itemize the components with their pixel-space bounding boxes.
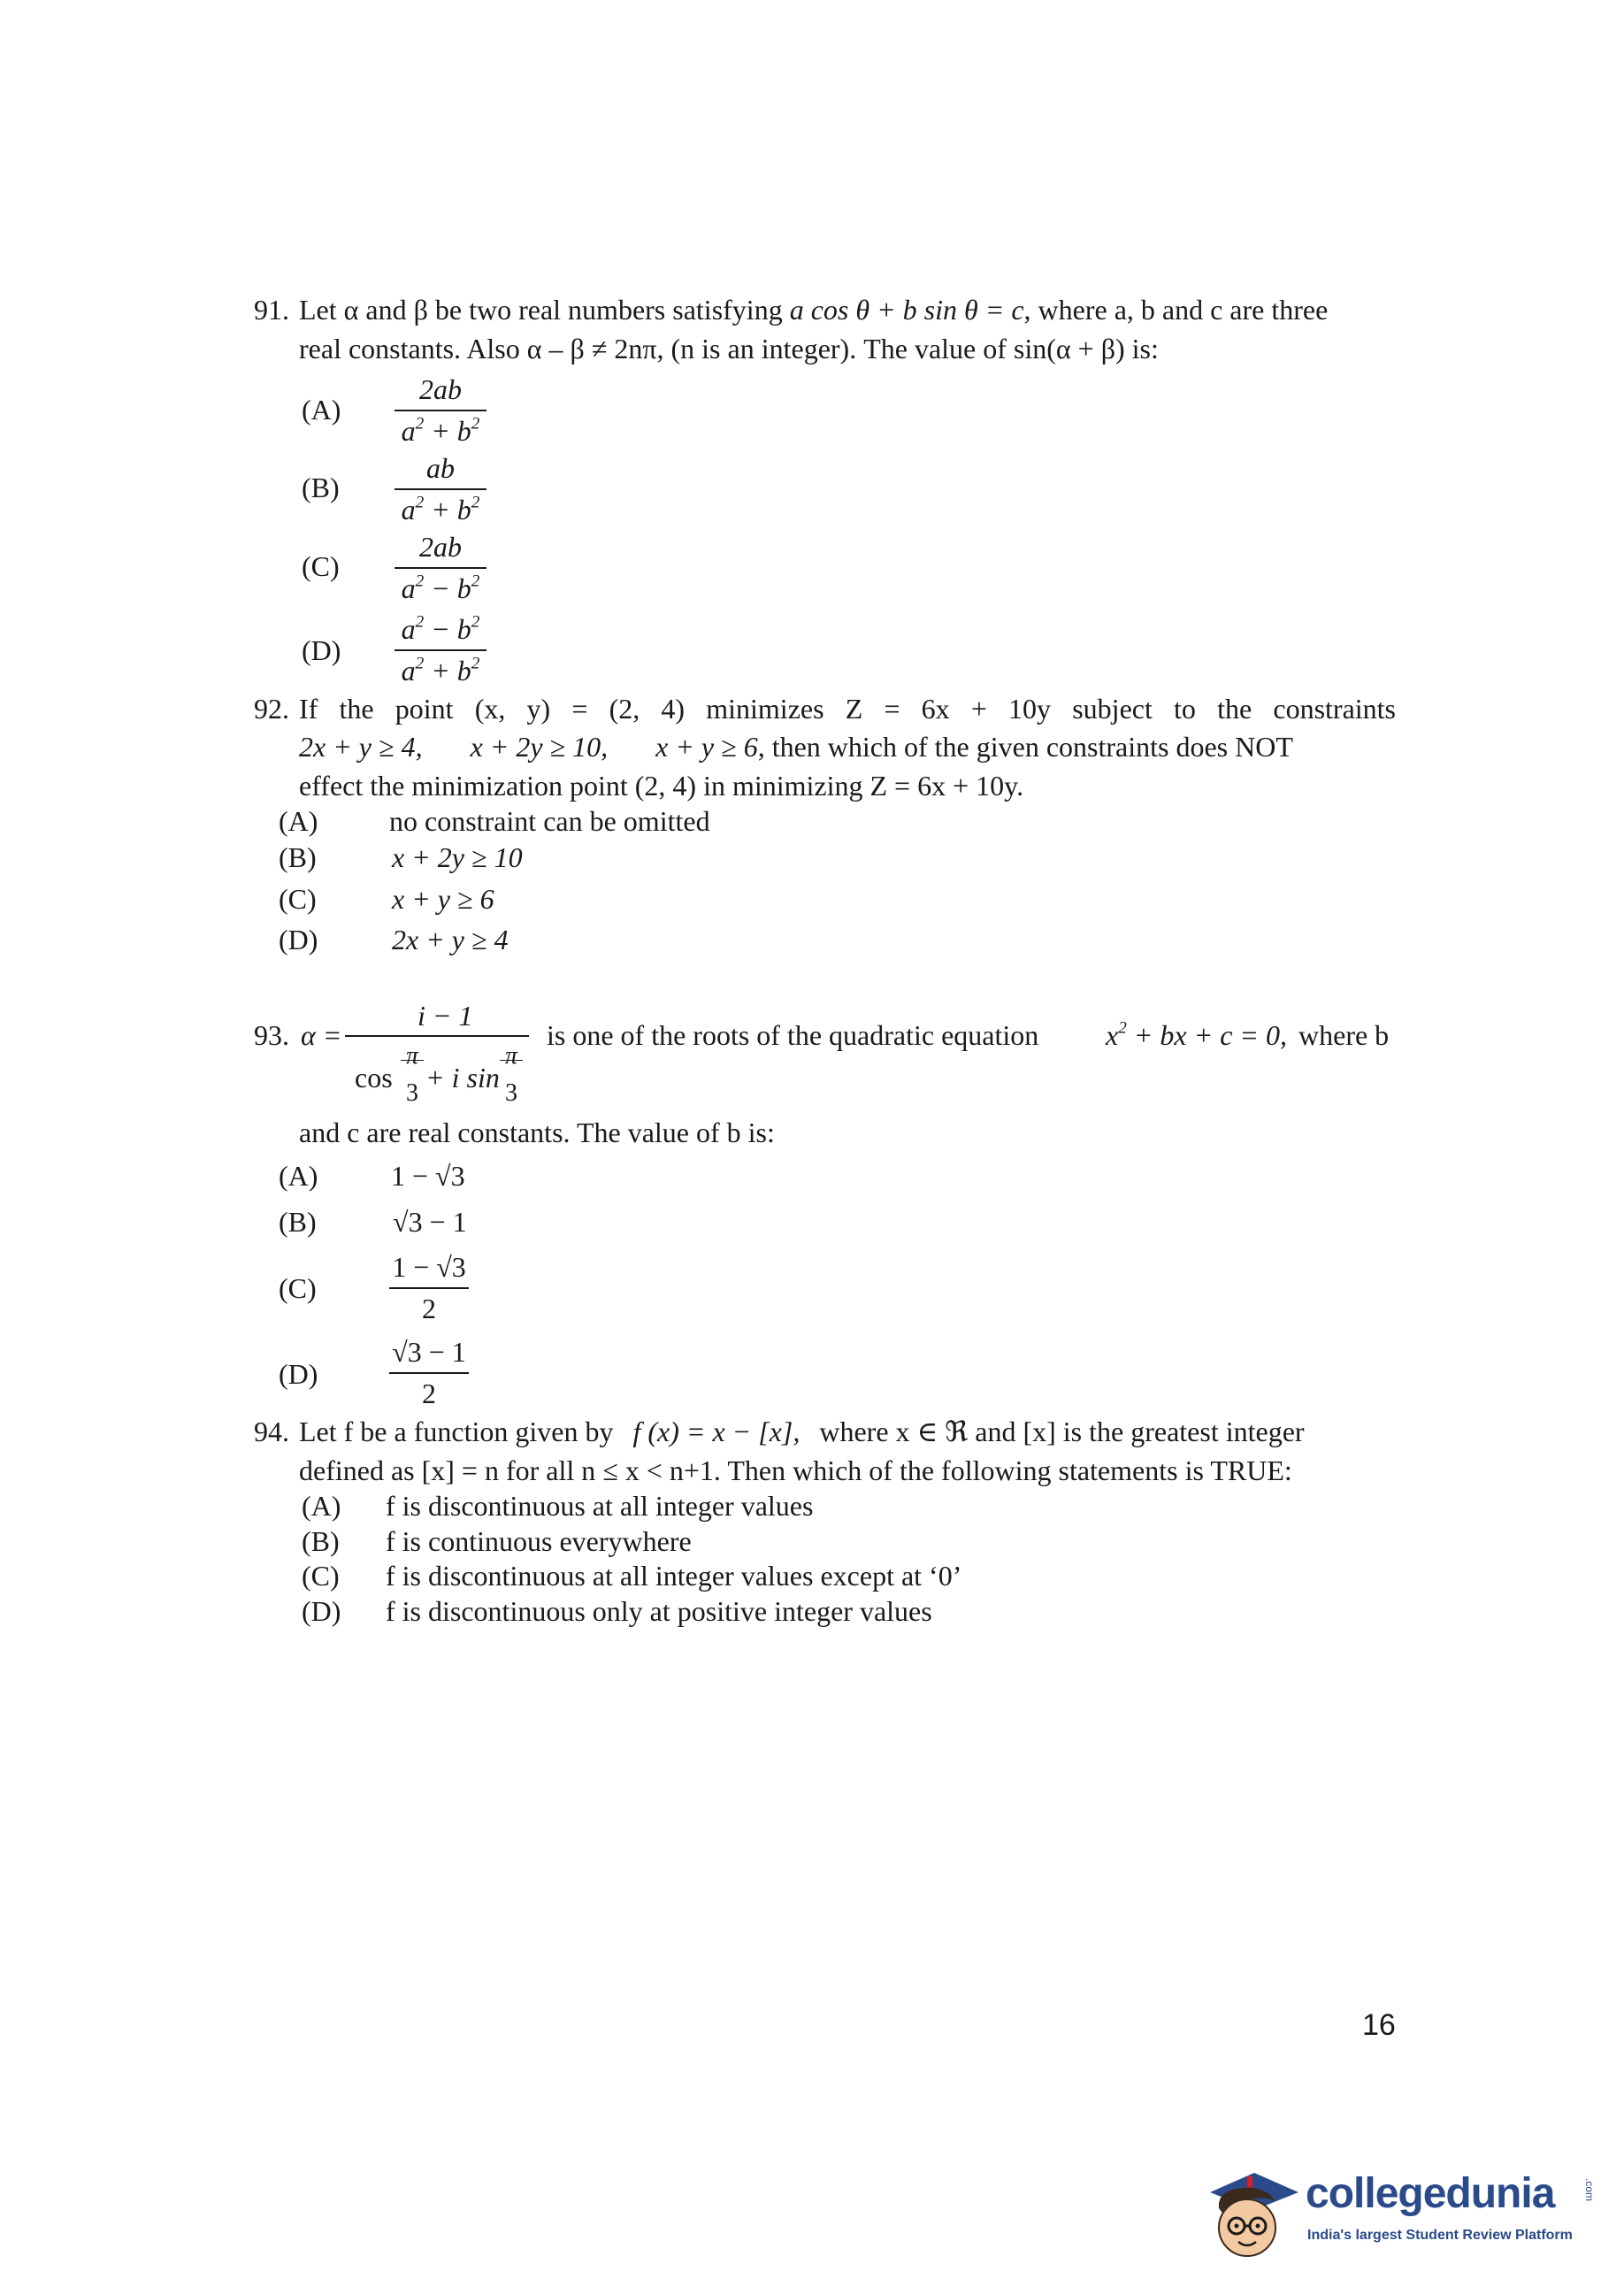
- brand-domain: .com: [1583, 2178, 1596, 2202]
- q93-alpha: α =: [301, 1019, 342, 1051]
- student-mascot-icon: [1201, 2166, 1307, 2263]
- q93-numerator: i − 1: [417, 1000, 473, 1032]
- q94-option-c-text: f is discontinuous at all integer values except at ‘0’: [386, 1560, 962, 1592]
- q93-number: 93.: [254, 1019, 289, 1051]
- q91-option-a-fraction: 2ab $a^2 + b^2$: [395, 373, 486, 448]
- q91-option-d-fraction: $a^2 - b^2$ $a^2 + b^2$: [395, 613, 486, 687]
- q91-option-c-fraction: 2ab $a^2 - b^2$: [395, 531, 486, 605]
- q94-line2: defined as [x] = n for all n ≤ x < n+1. Then which of the following statements is TRUE:: [299, 1454, 1292, 1486]
- collegedunia-logo: [1201, 2166, 1596, 2263]
- q94-option-c-label: (C): [302, 1560, 340, 1592]
- q94-option-d-text: f is discontinuous only at positive integer values: [386, 1595, 932, 1627]
- q94-function-definition: f (x) = x − [x],: [632, 1416, 801, 1447]
- q93-denominator: cos π 3 + i sin π 3: [355, 1044, 532, 1115]
- q93-line2: and c are real constants. The value of b is:: [299, 1116, 775, 1148]
- q92-option-a-text: no constraint can be omitted: [389, 805, 710, 837]
- q93-option-b-text: √3 − 1: [393, 1206, 467, 1238]
- q93-line1-post: is one of the roots of the quadratic equation: [547, 1019, 1039, 1051]
- q92-option-b-label: (B): [279, 841, 317, 873]
- q91-condition-equation: a cos θ + b sin θ = c: [789, 294, 1024, 326]
- q93-option-d-fraction: √3 − 1 2: [389, 1336, 469, 1410]
- q91-option-d-label: (D): [302, 634, 341, 666]
- q94-number: 94.: [254, 1416, 289, 1447]
- q93-option-d-label: (D): [279, 1358, 318, 1390]
- q91-option-b-label: (B): [302, 472, 340, 503]
- q94-option-a-label: (A): [302, 1490, 341, 1522]
- q92-line3: effect the minimization point (2, 4) in minimizing Z = 6x + 10y.: [299, 770, 1024, 802]
- q93-option-b-label: (B): [279, 1206, 317, 1238]
- q93-fraction-bar: [345, 1035, 529, 1037]
- q92-option-a-label: (A): [279, 805, 318, 837]
- q94-option-d-label: (D): [302, 1595, 341, 1627]
- q92-option-c-text: x + y ≥ 6: [392, 883, 494, 915]
- q92-option-d-label: (D): [279, 924, 318, 955]
- q91-line1: Let α and β be two real numbers satisfying a cos θ + b sin θ = c, where a, b and c are three: [299, 294, 1329, 326]
- q92-line1: If the point (x, y) = (2, 4) minimizes Z = 6x + 10y subject to the constraints: [299, 693, 1396, 725]
- brand-tagline: India's largest Student Review Platform: [1307, 2228, 1573, 2243]
- q91-option-c-label: (C): [302, 550, 340, 582]
- q93-option-c-fraction: 1 − √3 2: [389, 1251, 469, 1325]
- q93-option-c-label: (C): [279, 1272, 317, 1304]
- q92-option-d-text: 2x + y ≥ 4: [392, 924, 509, 955]
- q91-option-a-label: (A): [302, 394, 341, 426]
- q93-option-a-text: 1 − √3: [391, 1160, 465, 1192]
- brand-name: collegedunia: [1306, 2170, 1555, 2217]
- q94-line1: Let f be a function given by f (x) = x − [x], where x ∈ ℜ and [x] is the greatest integer: [299, 1416, 1305, 1447]
- q93-where-b: where b: [1298, 1019, 1390, 1051]
- q91-option-b-fraction: ab $a^2 + b^2$: [395, 452, 486, 526]
- q92-number: 92.: [254, 693, 289, 725]
- q94-option-a-text: f is discontinuous at all integer values: [386, 1490, 814, 1522]
- q93-option-a-label: (A): [279, 1160, 318, 1192]
- q93-quadratic-equation: $x^2$ + bx + c = 0,: [1106, 1018, 1287, 1051]
- q92-line2: 2x + y ≥ 4, x + 2y ≥ 10, x + y ≥ 6, then which of the given constraints does NOT: [299, 731, 1293, 763]
- q92-option-b-text: x + 2y ≥ 10: [392, 841, 523, 873]
- q92-option-c-label: (C): [279, 883, 317, 915]
- q91-line2: real constants. Also α – β ≠ 2nπ, (n is an integer). The value of sin(α + β) is:: [299, 333, 1159, 364]
- page-number: 16: [1362, 2008, 1396, 2042]
- q94-option-b-text: f is continuous everywhere: [386, 1525, 692, 1557]
- q94-option-b-label: (B): [302, 1525, 340, 1557]
- q91-number: 91.: [254, 294, 289, 326]
